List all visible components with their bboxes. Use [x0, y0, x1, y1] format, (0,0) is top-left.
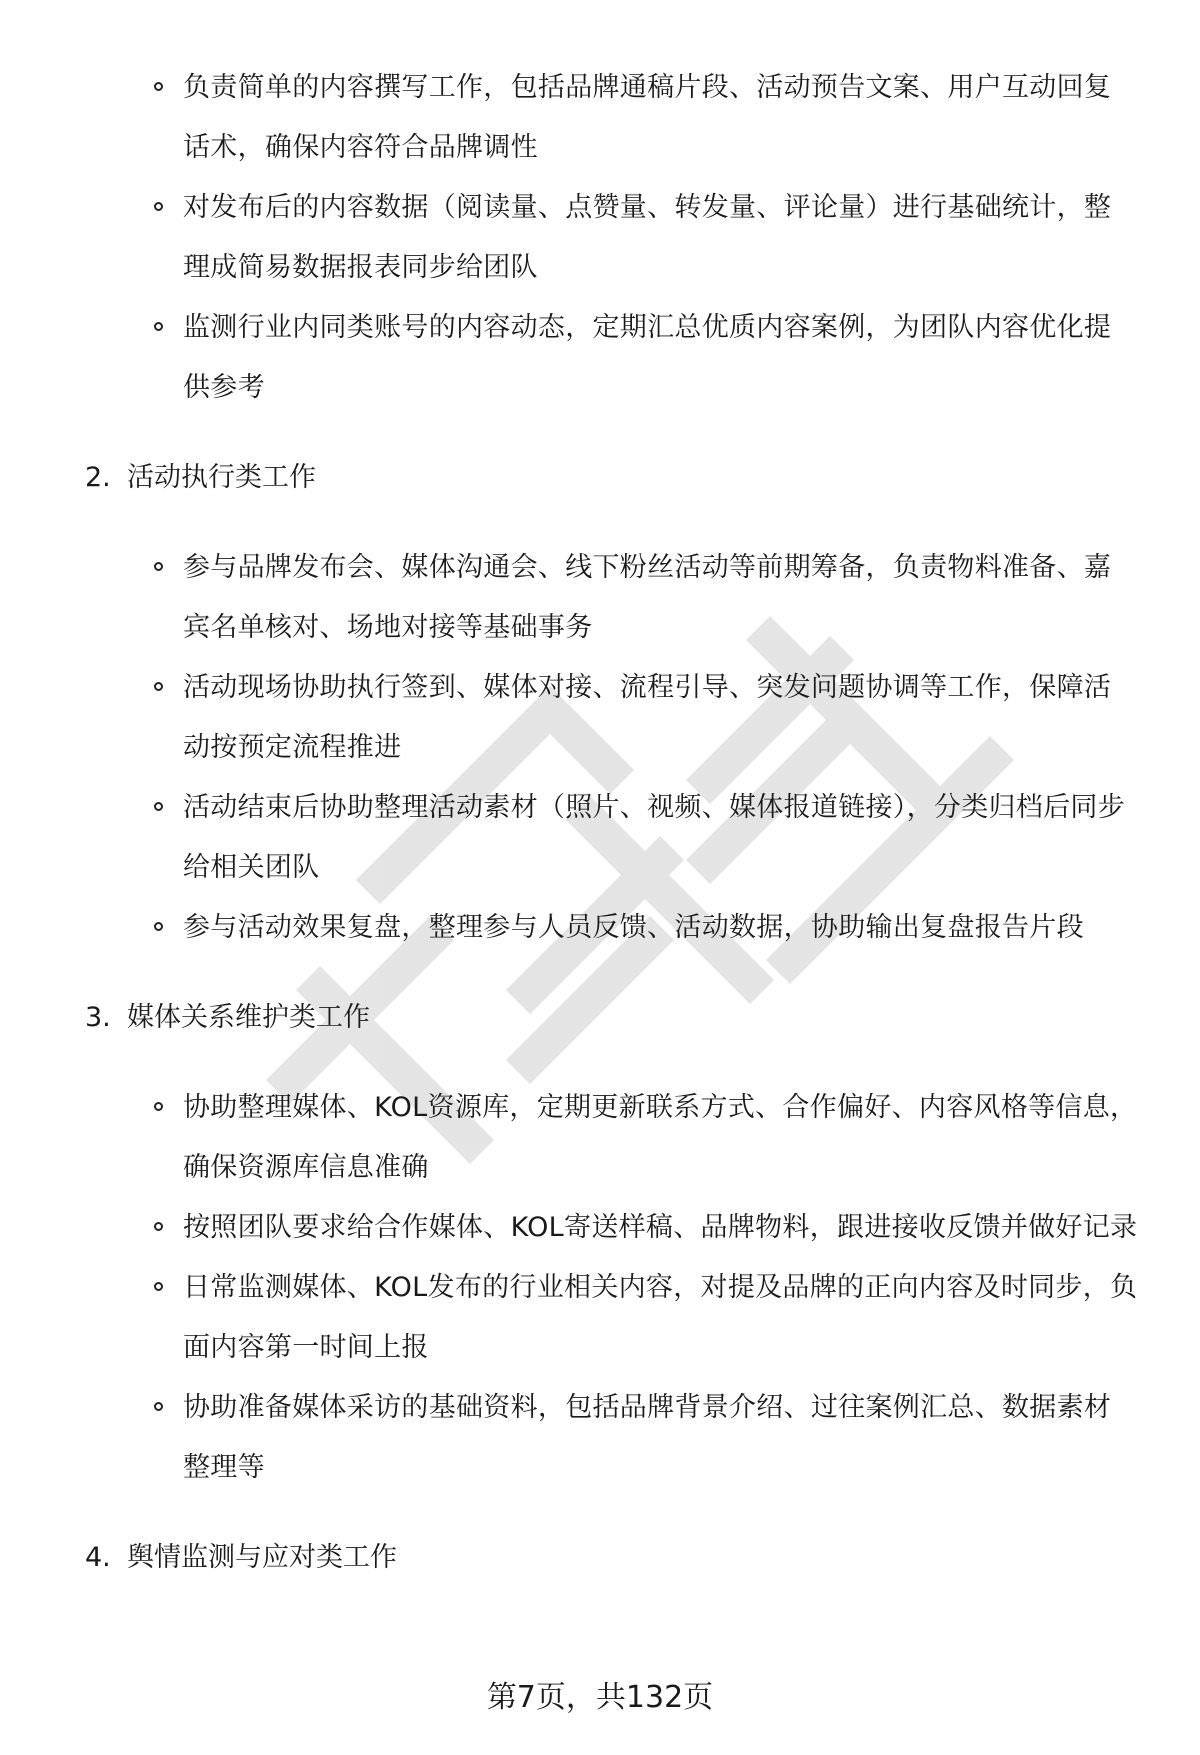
list-item-text: 参与活动效果复盘，整理参与人员反馈、活动数据，协助输出复盘报告片段	[183, 912, 1084, 943]
section-number: 4.	[85, 1542, 111, 1573]
page-content	[0, 58, 1200, 1588]
list-item	[183, 538, 1138, 658]
list-item-text: 监测行业内同类账号的内容动态，定期汇总优质内容案例，为团队内容优化提供参考	[183, 312, 1112, 403]
section-title: 舆情监测与应对类工作	[127, 1542, 397, 1573]
list-item	[183, 1198, 1138, 1258]
list-item	[183, 1078, 1138, 1198]
hollow-circle-bullet-icon	[154, 562, 163, 571]
section-heading-3	[85, 988, 1200, 1048]
list-item	[183, 1378, 1138, 1498]
list-item	[183, 1258, 1138, 1378]
list-item-text: 协助准备媒体采访的基础资料，包括品牌背景介绍、过往案例汇总、数据素材整理等	[183, 1392, 1112, 1483]
hollow-circle-bullet-icon	[154, 322, 163, 331]
list-item-text: 协助整理媒体、KOL资源库，定期更新联系方式、合作偏好、内容风格等信息，确保资源库信息准确	[183, 1092, 1138, 1183]
list-item	[183, 178, 1138, 298]
section-number: 2.	[85, 462, 111, 493]
content-list-top	[0, 58, 1200, 418]
section-3-list	[0, 1078, 1200, 1498]
list-item-text: 活动现场协助执行签到、媒体对接、流程引导、突发问题协调等工作，保障活动按预定流程推进	[183, 672, 1112, 763]
page-number-footer: 第7页，共132页	[486, 1680, 714, 1715]
list-item-text: 负责简单的内容撰写工作，包括品牌通稿片段、活动预告文案、用户互动回复话术，确保内容符合品牌调性	[183, 72, 1112, 163]
hollow-circle-bullet-icon	[154, 1222, 163, 1231]
list-item-text: 日常监测媒体、KOL发布的行业相关内容，对提及品牌的正向内容及时同步，负面内容第一时间上报	[183, 1272, 1138, 1363]
section-2-list	[0, 538, 1200, 958]
hollow-circle-bullet-icon	[154, 682, 163, 691]
hollow-circle-bullet-icon	[154, 1402, 163, 1411]
hollow-circle-bullet-icon	[154, 202, 163, 211]
hollow-circle-bullet-icon	[154, 82, 163, 91]
list-item-text: 对发布后的内容数据（阅读量、点赞量、转发量、评论量）进行基础统计，整理成简易数据报表同步给团队	[183, 192, 1112, 283]
hollow-circle-bullet-icon	[154, 802, 163, 811]
list-item-text: 按照团队要求给合作媒体、KOL寄送样稿、品牌物料，跟进接收反馈并做好记录	[183, 1212, 1138, 1243]
section-title: 媒体关系维护类工作	[127, 1002, 370, 1033]
list-item	[183, 658, 1138, 778]
list-item-text: 活动结束后协助整理活动素材（照片、视频、媒体报道链接），分类归档后同步给相关团队	[183, 792, 1125, 883]
list-item	[183, 58, 1138, 178]
section-heading-4	[85, 1528, 1200, 1588]
hollow-circle-bullet-icon	[154, 1102, 163, 1111]
section-title: 活动执行类工作	[127, 462, 316, 493]
section-number: 3.	[85, 1002, 111, 1033]
list-item-text: 参与品牌发布会、媒体沟通会、线下粉丝活动等前期筹备，负责物料准备、嘉宾名单核对、场地对接等基础事务	[183, 552, 1112, 643]
hollow-circle-bullet-icon	[154, 922, 163, 931]
section-heading-2	[85, 448, 1200, 508]
list-item	[183, 898, 1138, 958]
list-item	[183, 778, 1138, 898]
list-item	[183, 298, 1138, 418]
hollow-circle-bullet-icon	[154, 1282, 163, 1291]
